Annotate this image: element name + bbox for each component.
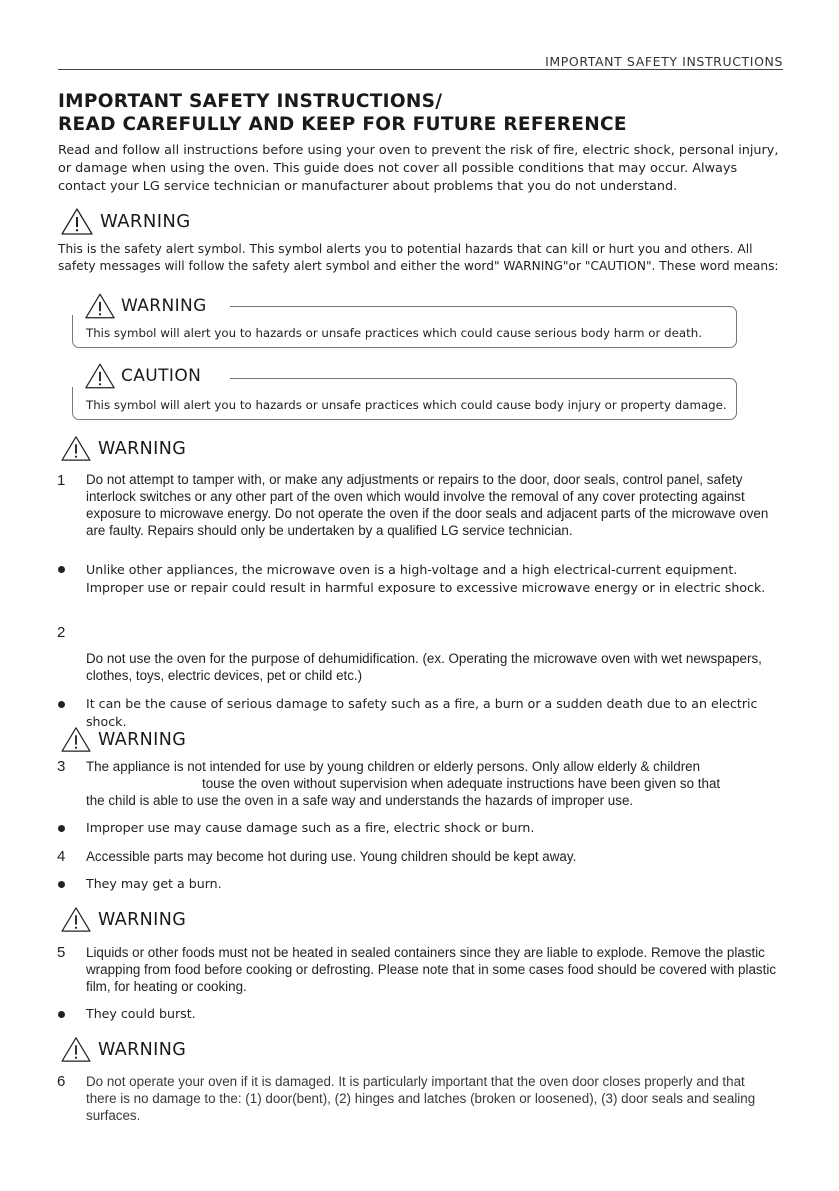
caution-callout-heading — [84, 362, 201, 390]
warning-callout-text: This symbol will alert you to hazards or unsafe practices which could cause serious body harm or death. — [86, 326, 702, 340]
section-1-heading — [60, 435, 186, 462]
item-3-line-3: the child is able to use the oven in a safe way and understands the hazards of improper use. — [86, 793, 634, 808]
bullet-5-text: They could burst. — [86, 1006, 196, 1021]
header-divider — [58, 69, 783, 70]
item-number: 4 — [57, 848, 66, 865]
item-3-text — [86, 758, 786, 809]
warning-triangle-icon — [60, 906, 92, 933]
caution-callout-title: CAUTION — [121, 366, 202, 386]
warning-triangle-icon — [60, 726, 92, 753]
warning-callout-heading — [84, 292, 207, 320]
page-title-line-2: READ CAREFULLY AND KEEP FOR FUTURE REFERENCE — [58, 114, 627, 135]
bullet-icon — [58, 881, 65, 888]
safety-alert-heading — [60, 207, 191, 236]
item-3-line-2: touse the oven without supervision when adequate instructions have been given so that — [202, 776, 721, 791]
section-2-heading — [60, 726, 186, 753]
section-1-heading-label: WARNING — [98, 438, 187, 459]
section-3-heading — [60, 906, 186, 933]
bullet-2-text: It can be the cause of serious damage to safety such as a fire, a burn or a sudden death due to an electric shock. — [86, 696, 758, 729]
page-title-line-1: IMPORTANT SAFETY INSTRUCTIONS/ — [58, 91, 443, 112]
item-number: 6 — [57, 1073, 66, 1090]
item-2-text: Do not use the oven for the purpose of dehumidification. (ex. Operating the microwave oven with wet newspapers, clothes, toys, electric devices, pet or child etc.) — [86, 651, 762, 683]
safety-alert-description: This is the safety alert symbol. This symbol alerts you to potential hazards that can kill or hurt you and others. All safety messages will follow the safety alert symbol and either the word" WARNING"or "CAUTION". These word means: — [58, 242, 779, 273]
warning-triangle-icon — [60, 435, 92, 462]
page-header-title: IMPORTANT SAFETY INSTRUCTIONS — [545, 54, 783, 69]
warning-triangle-icon — [84, 292, 116, 320]
safety-alert-label: WARNING — [100, 211, 191, 232]
bullet-1-text: Unlike other appliances, the microwave oven is a high-voltage and a high electrical-current equipment. Improper use or repair could result in harmful exposure to excessive microwave energy or in electric shock. — [86, 562, 766, 595]
page-title — [58, 90, 627, 136]
section-4-heading-label: WARNING — [98, 1039, 187, 1060]
caution-callout-text: This symbol will alert you to hazards or unsafe practices which could cause body injury or property damage. — [86, 398, 727, 412]
bullet-3-text: Improper use may cause damage such as a fire, electric shock or burn. — [86, 820, 535, 835]
item-3-line-1: The appliance is not intended for use by young children or elderly persons. Only allow elderly & children — [86, 759, 701, 774]
item-number: 1 — [57, 472, 66, 489]
item-5-text: Liquids or other foods must not be heated in sealed containers since they are liable to explode. Remove the plastic wrapping from food before cooking or defrosting. Please note that in some cases food should be covered with plastic film, for heating or cooking. — [86, 945, 777, 994]
section-3-heading-label: WARNING — [98, 909, 187, 930]
item-6-text: Do not operate your oven if it is damaged. It is particularly important that the oven door closes properly and that there is no damage to the: (1) door(bent), (2) hinges and latches (broken or loosened), (3) door seals and sealing surfaces. — [86, 1074, 756, 1123]
section-2-heading-label: WARNING — [98, 729, 187, 750]
item-number: 5 — [57, 944, 66, 961]
item-1-text: Do not attempt to tamper with, or make any adjustments or repairs to the door, door seals, control panel, safety interlock switches or any other part of the oven which would involve the removal of any cover protecting against exposure to microwave energy. Do not operate the oven if the door seals and adjacent parts of the microwave oven are faulty. Repairs should only be undertaken by a qualified LG service technician. — [86, 472, 769, 538]
item-number: 2 — [57, 624, 66, 641]
warning-callout-title: WARNING — [121, 296, 207, 316]
bullet-4-text: They may get a burn. — [86, 876, 222, 891]
caution-triangle-icon — [84, 362, 116, 390]
bullet-icon — [58, 701, 65, 708]
bullet-icon — [58, 1011, 65, 1018]
bullet-icon — [58, 566, 65, 573]
item-number: 3 — [57, 758, 66, 775]
warning-triangle-icon — [60, 207, 94, 236]
intro-paragraph: Read and follow all instructions before using your oven to prevent the risk of fire, electric shock, personal injury, or damage when using the oven. This guide does not cover all possible conditions that may occur. Always contact your LG service technician or manufacturer about problems that you do not understand. — [58, 143, 779, 194]
bullet-icon — [58, 825, 65, 832]
warning-triangle-icon — [60, 1036, 92, 1063]
section-4-heading — [60, 1036, 186, 1063]
item-4-text: Accessible parts may become hot during use. Young children should be kept away. — [86, 849, 577, 864]
